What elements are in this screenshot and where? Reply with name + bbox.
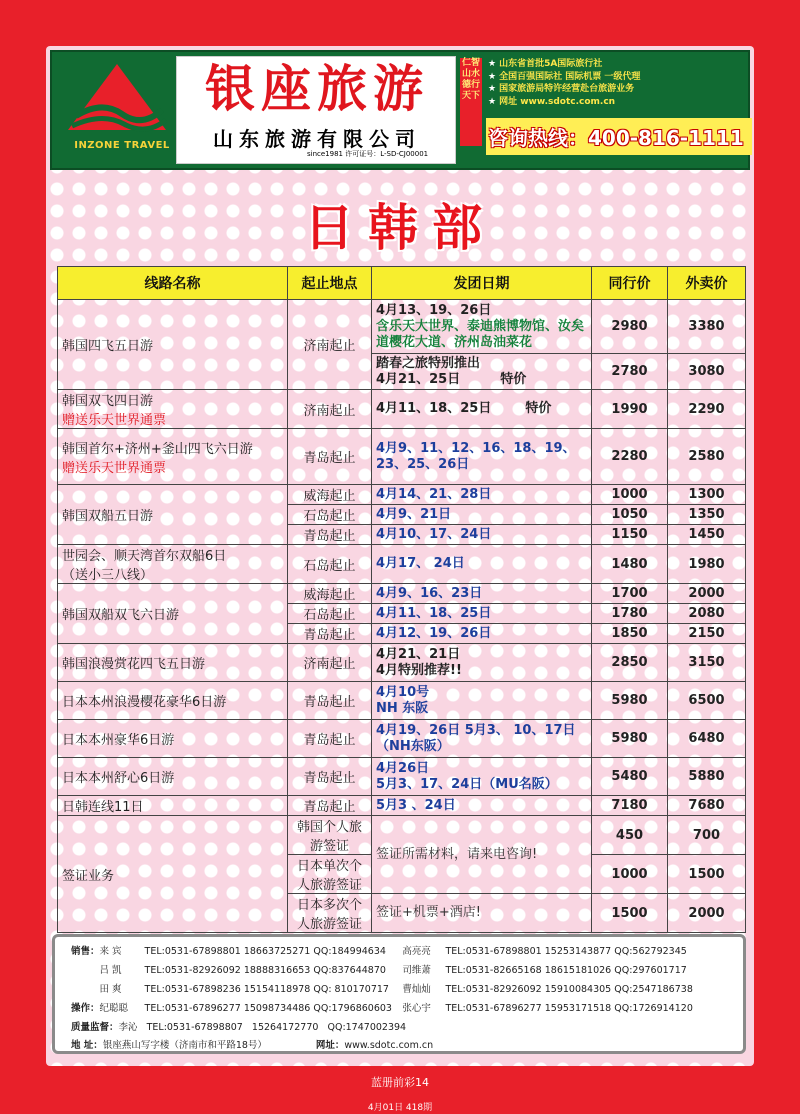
page-title: 日韩部: [304, 199, 496, 257]
brand-panel: [176, 56, 456, 164]
start-point: 济南起止: [288, 300, 372, 390]
retail-price: 2000: [668, 894, 746, 933]
logo-text: INZONE TRAVEL: [74, 140, 170, 151]
dates: 4月9、16、23日: [372, 584, 592, 604]
brand-name: 银座旅游: [205, 60, 429, 118]
retail-price: 1300: [668, 485, 746, 505]
route-name: 韩国双船五日游: [58, 485, 288, 545]
start-point: 青岛起止: [288, 624, 372, 644]
start-point: 济南起止: [288, 644, 372, 682]
retail-price: 6480: [668, 720, 746, 758]
header-route: 线路名称: [58, 267, 288, 300]
peer-price: 1990: [592, 390, 668, 429]
star-icon: ★: [488, 71, 497, 82]
star-icon: ★: [488, 96, 497, 107]
license-number: since1981 许可证号：L-SD-CJ00001: [307, 150, 429, 158]
dates: 4月19、26日 5月3、 10、17日 （NH东阪）: [372, 720, 592, 758]
dates: 4月11、18、25日: [372, 604, 592, 624]
retail-price: 6500: [668, 682, 746, 720]
route-name: 日韩连线11日: [58, 796, 288, 816]
start-point: 石岛起止: [288, 505, 372, 525]
retail-price: 700: [668, 816, 746, 855]
peer-price: 5980: [592, 720, 668, 758]
retail-price: 2580: [668, 429, 746, 485]
info-line: ★ 山东省首批5A国际旅行社: [488, 59, 603, 69]
route-name: 日本本州豪华6日游: [58, 720, 288, 758]
motto: 仁智山水德行天下: [460, 58, 482, 146]
peer-price: 1480: [592, 545, 668, 584]
route-name: 韩国四飞五日游: [58, 300, 288, 390]
route-name: 日本本州浪漫樱花豪华6日游: [58, 682, 288, 720]
table-row: [58, 390, 746, 429]
route-name: 签证业务: [58, 816, 288, 933]
start-point: 青岛起止: [288, 758, 372, 796]
hotline[interactable]: 咨询热线：400-816-1111: [486, 118, 752, 155]
page-number: 蓝册前彩14: [371, 1076, 429, 1089]
table-row: [58, 300, 746, 354]
contact-row: 销售：来 宾 TEL:0531-67898801 18663725271 QQ:184994634 高亮亮 TEL:0531-67898801 15253143877 QQ:562792345: [71, 946, 687, 957]
info-line: ★ 国家旅游局特许经营赴台旅游业务: [488, 84, 635, 94]
star-icon: ★: [488, 84, 497, 94]
dates: 4月12、19、26日: [372, 624, 592, 644]
dates: 4月9、21日: [372, 505, 592, 525]
start-point: 威海起止: [288, 485, 372, 505]
peer-price: 1700: [592, 584, 668, 604]
retail-price: 2080: [668, 604, 746, 624]
table-row: [58, 545, 746, 584]
peer-price: 2980: [592, 300, 668, 354]
peer-price: 1780: [592, 604, 668, 624]
address-row: 地 址：银座燕山写字楼（济南市和平路18号） 网址：www.sdotc.com.cn: [71, 1040, 434, 1051]
retail-price: 2290: [668, 390, 746, 429]
start-point: 青岛起止: [288, 682, 372, 720]
start-point: 威海起止: [288, 584, 372, 604]
header-dates: 发团日期: [372, 267, 592, 300]
peer-price: 1500: [592, 894, 668, 933]
peer-price: 7180: [592, 796, 668, 816]
dates: 4月11、18、25日 特价: [372, 390, 592, 429]
table-row: [58, 485, 746, 505]
dates: 4月10、17、24日: [372, 525, 592, 545]
peer-price: 2780: [592, 354, 668, 390]
retail-price: 5880: [668, 758, 746, 796]
website-link[interactable]: www.sdotc.com.cn: [344, 1040, 434, 1051]
dates: 4月26日 5月3、17、24日（MU名阪）: [372, 758, 592, 796]
star-icon: ★: [488, 59, 497, 69]
peer-price: 5980: [592, 682, 668, 720]
ad-sheet: [46, 46, 754, 1066]
retail-price: 1980: [668, 545, 746, 584]
table-row: [58, 816, 746, 855]
contact-row: 吕 凯 TEL:0531-82926092 18888316653 QQ:837644870 司维萧 TEL:0531-82665168 18615181026 QQ:297601717: [99, 965, 687, 976]
table-row: [58, 644, 746, 682]
start-point: 韩国个人旅游签证: [288, 816, 372, 855]
qa-row: 质量监督：李沁 TEL:0531-67898807 15264172770 QQ:1747002394: [71, 1022, 407, 1033]
dates: 4月9、11、12、16、18、19、23、25、26日: [372, 429, 592, 485]
dates: 签证+机票+酒店!: [372, 894, 592, 933]
retail-price: 7680: [668, 796, 746, 816]
peer-price: 2280: [592, 429, 668, 485]
route-table: [57, 266, 746, 933]
peer-price: 1000: [592, 855, 668, 894]
dates: 4月13、19、26日 含乐天大世界、泰迪熊博物馆、汝矣道樱花大道、济州岛油菜花: [372, 300, 592, 354]
dates: 4月14、21、28日: [372, 485, 592, 505]
retail-price: 2000: [668, 584, 746, 604]
peer-price: 1150: [592, 525, 668, 545]
route-name: 韩国首尔+济州+釜山四飞六日游 赠送乐天世界通票: [58, 429, 288, 485]
start-point: 青岛起止: [288, 720, 372, 758]
logo: [62, 60, 172, 158]
route-name: 韩国双飞四日游 赠送乐天世界通票: [58, 390, 288, 429]
peer-price: 1000: [592, 485, 668, 505]
route-name: 韩国浪漫赏花四飞五日游: [58, 644, 288, 682]
dates: 签证所需材料，请来电咨询!: [372, 816, 592, 894]
header-peer-price: 同行价: [592, 267, 668, 300]
retail-price: 3380: [668, 300, 746, 354]
table-row: [58, 796, 746, 816]
contact-panel: [52, 934, 746, 1054]
route-name: 日本本州舒心6日游: [58, 758, 288, 796]
start-point: 日本多次个人旅游签证: [288, 894, 372, 933]
info-line: ★ 网址 www.sdotc.com.cn: [488, 96, 616, 107]
start-point: 济南起止: [288, 390, 372, 429]
retail-price: 3080: [668, 354, 746, 390]
retail-price: 1450: [668, 525, 746, 545]
peer-price: 1850: [592, 624, 668, 644]
table-row: [58, 720, 746, 758]
info-block: [488, 58, 746, 108]
header-start: 起止地点: [288, 267, 372, 300]
table-row: [58, 758, 746, 796]
start-point: 石岛起止: [288, 604, 372, 624]
mountain-logo-icon: [62, 60, 172, 140]
table-header-row: [58, 267, 746, 300]
start-point: 青岛起止: [288, 429, 372, 485]
table-row: [58, 429, 746, 485]
peer-price: 450: [592, 816, 668, 855]
retail-price: 1500: [668, 855, 746, 894]
peer-price: 5480: [592, 758, 668, 796]
dates: 4月10号 NH 东阪: [372, 682, 592, 720]
start-point: 石岛起止: [288, 545, 372, 584]
contact-row: 田 爽 TEL:0531-67898236 15154118978 QQ: 810170717 曹灿灿 TEL:0531-82926092 15910084305 QQ:2547186738: [99, 984, 693, 995]
start-point: 日本单次个人旅游签证: [288, 855, 372, 894]
table-row: [58, 682, 746, 720]
retail-price: 2150: [668, 624, 746, 644]
dates: 4月17、 24日: [372, 545, 592, 584]
retail-price: 3150: [668, 644, 746, 682]
peer-price: 2850: [592, 644, 668, 682]
header-retail-price: 外卖价: [668, 267, 746, 300]
dates: 5月3 、24日: [372, 796, 592, 816]
start-point: 青岛起止: [288, 525, 372, 545]
peer-price: 1050: [592, 505, 668, 525]
dates: 踏春之旅特别推出 4月21、25日 特价: [372, 354, 592, 390]
retail-price: 1350: [668, 505, 746, 525]
company-name: 山东旅游有限公司: [213, 127, 421, 151]
header-banner: [50, 50, 750, 170]
issue-number: 4月01日 418期: [367, 1103, 433, 1113]
start-point: 青岛起止: [288, 796, 372, 816]
ops-row: 操作：纪聪聪 TEL:0531-67896277 15098734486 QQ:1796860603 张心宇 TEL:0531-67896277 15953171518 QQ:1726914120: [71, 1003, 693, 1014]
route-name: 世园会、顺天湾首尔双船6日 （送小三八线）: [58, 545, 288, 584]
info-line: ★ 全国百强国际社 国际机票 一级代理: [488, 71, 641, 82]
dates: 4月21、21日 4月特别推荐!!: [372, 644, 592, 682]
route-name: 韩国双船双飞六日游: [58, 584, 288, 644]
table-row: [58, 584, 746, 604]
